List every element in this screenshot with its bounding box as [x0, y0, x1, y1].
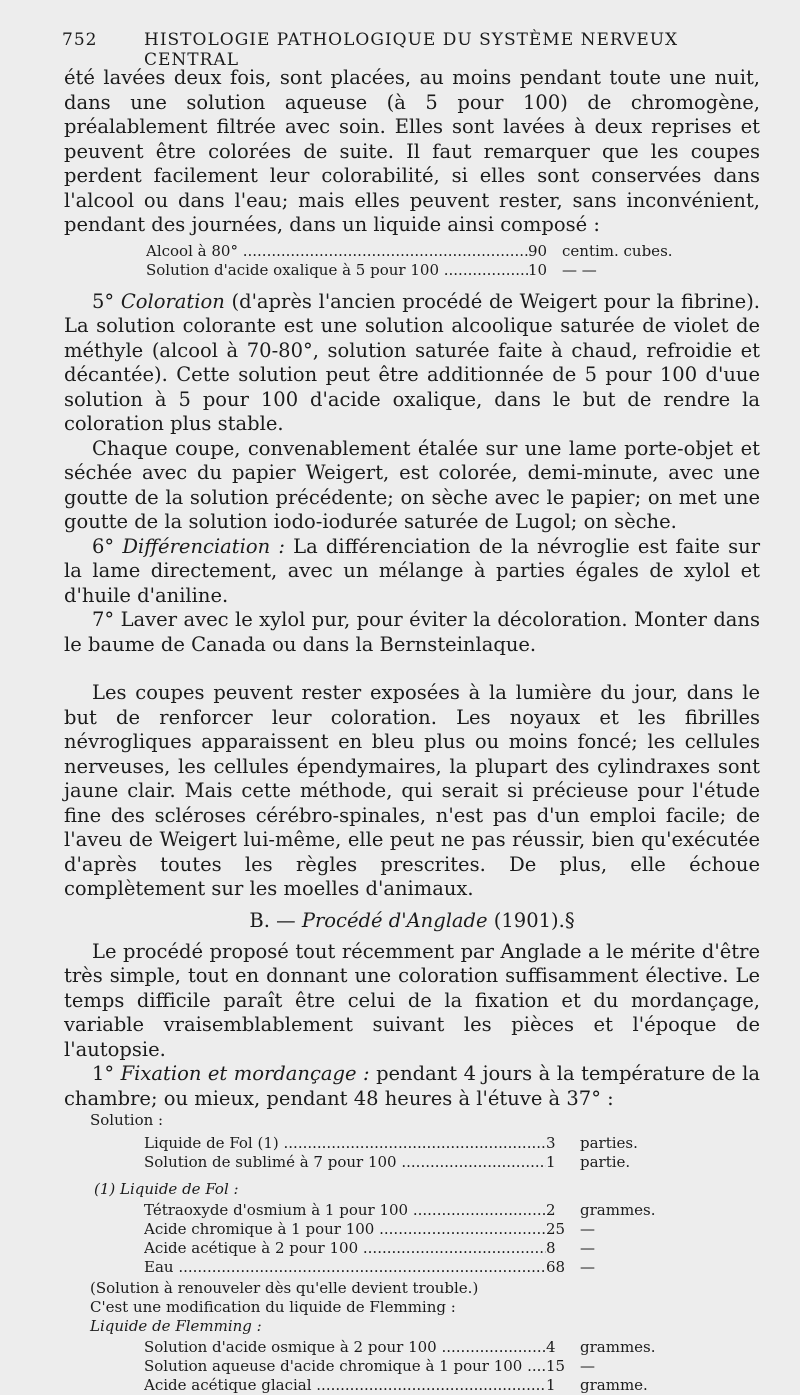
ingredient-quantity: 2	[546, 1201, 556, 1219]
ingredient-quantity: 15	[546, 1357, 566, 1375]
recipe-row	[146, 261, 666, 280]
ingredient-quantity: 1	[546, 1376, 556, 1394]
recipe-row	[144, 1153, 684, 1172]
ingredient-unit: —	[580, 1357, 595, 1375]
paragraph-continuation: été lavées deux fois, sont placées, au moins pendant toute une nuit, dans une solution aqueuse (à 5 pour 100) de chromogène, préalablement filtrée avec soin. Elles sont lavées à deux reprises et peuvent être colorées de suite. Il faut remarquer que les coupes perdent facilement leur colorabilité, si elles sont conservées dans l'alcool ou dans l'eau; mais elles peuvent rester, sans inconvénient, pendant des journées, dans un liquide ainsi composé :	[64, 66, 760, 236]
running-title: HISTOLOGIE PATHOLOGIQUE DU SYSTÈME NERVEUX CENTRAL	[144, 30, 679, 70]
recipe-solution-fixation	[144, 1134, 684, 1172]
section-year: (1901).	[493, 908, 565, 932]
paragraph-anglade: Le procédé proposé tout récemment par Anglade a le mérite d'être très simple, tout en donnant une coloration suffisamment élective. Le temps difficile paraît être celui de la fixation et du mordançage, variable vraisemblablement suivant les pièces et l'époque de l'autopsie.	[64, 939, 760, 1061]
recipe-row	[144, 1357, 684, 1376]
flemming-title-text: Liquide de Flemming :	[90, 1317, 262, 1335]
ingredient-unit: grammes.	[580, 1201, 656, 1219]
footnote-title-text: (1) Liquide de Fol :	[94, 1180, 239, 1198]
step-title: Fixation et mordançage :	[120, 1062, 370, 1085]
ingredient-name: Solution d'acide osmique à 2 pour 100 .....	[144, 1338, 546, 1357]
page-number: 752	[62, 30, 98, 50]
ingredient-name: Solution de sublimé à 7 pour 100 .....	[144, 1153, 546, 1172]
step-number: 1°	[92, 1062, 115, 1085]
spacer	[64, 657, 760, 681]
ingredient-unit: — —	[562, 260, 597, 279]
footnote-note-renew: (Solution à renouveler dès qu'elle devient trouble.)	[90, 1279, 479, 1297]
ingredient-name: Acide acétique à 2 pour 100 .....	[144, 1239, 546, 1258]
step-1-paragraph	[64, 1062, 760, 1111]
ingredient-quantity: 1	[546, 1153, 556, 1171]
footnote-note-flemming: C'est une modification du liquide de Flemming :	[90, 1298, 456, 1316]
recipe-row	[144, 1239, 684, 1258]
ingredient-unit: gramme.	[580, 1376, 648, 1394]
step-number: 5°	[92, 289, 115, 313]
recipe-row	[144, 1220, 684, 1239]
section-title: Procédé d'Anglade	[301, 908, 488, 932]
paragraph-chaque-coupe: Chaque coupe, convenablement étalée sur une lame porte-objet et séchée avec du papier Weigert, est colorée, demi-minute, avec une goutte de la solution précédente; on sèche avec le papier; on met une goutte de la solution iodo-iodurée saturée de Lugol; on sèche.	[64, 436, 760, 533]
ingredient-quantity: 90	[528, 241, 548, 260]
ingredient-quantity: 8	[546, 1239, 556, 1257]
ingredient-unit: partie.	[580, 1153, 631, 1171]
step-text: (d'après l'ancien procédé de Weigert pour la fibrine). La solution colorante est une solution alcoolique saturée de violet de méthyle (alcool à 70-80°, solution saturée faite à chaud, refroidie et décantée). Cette solution peut être additionnée de 5 pour 100 d'uue solution à 5 pour 100 d'acide oxalique, dans le but de rendre la coloration plus stable.	[64, 289, 760, 435]
ingredient-unit: centim. cubes.	[562, 241, 673, 260]
recipe-row	[144, 1134, 684, 1153]
ingredient-name: Tétraoxyde d'osmium à 1 pour 100 .....	[144, 1201, 546, 1220]
ingredient-quantity: 68	[546, 1258, 566, 1276]
step-7-paragraph: 7° Laver avec le xylol pur, pour éviter la décoloration. Monter dans le baume de Canada ou dans la Bernsteinlaque.	[64, 608, 760, 656]
step-6-paragraph	[64, 535, 760, 609]
step-text: pendant 4 jours à la température de la chambre; ou mieux, pendant 48 heures à l'étuve à 37° :	[64, 1062, 761, 1110]
section-heading-anglade	[64, 908, 760, 934]
ingredient-unit: parties.	[580, 1134, 638, 1152]
recipe-row	[144, 1338, 684, 1357]
step-title: Coloration	[120, 289, 225, 313]
recipe-alcool-oxalique	[146, 241, 673, 280]
ingredient-quantity: 3	[546, 1134, 556, 1152]
ingredient-name: Eau .....	[144, 1258, 546, 1277]
ingredient-name: Solution aqueuse d'acide chromique à 1 pour 100 .....	[144, 1357, 546, 1376]
solution-label: Solution :	[90, 1111, 164, 1129]
ingredient-unit: grammes.	[580, 1338, 656, 1356]
page-body	[64, 66, 760, 1395]
section-mark: §	[564, 908, 575, 932]
ingredient-name: Solution d'acide oxalique à 5 pour 100 .....	[146, 261, 528, 280]
running-head	[62, 30, 760, 70]
step-number: 6°	[92, 534, 115, 558]
ingredient-name: Alcool à 80° .....	[146, 242, 528, 261]
step-5-paragraph	[64, 290, 760, 437]
footnote-title	[94, 1180, 760, 1199]
ingredient-name: Acide acétique glacial .....	[144, 1376, 546, 1395]
recipe-row	[144, 1376, 684, 1395]
ingredient-quantity: 25	[546, 1220, 566, 1238]
ingredient-name: Liquide de Fol (1) .....	[144, 1134, 546, 1153]
paragraph-coupes-lumiere: Les coupes peuvent rester exposées à la lumière du jour, dans le but de renforcer leur coloration. Les noyaux et les fibrilles névrogliques apparaissent en bleu plus ou moins foncé; les cellules nerveuses, les cellules épendymaires, la plupart des cylindraxes sont jaune clair. Mais cette méthode, qui serait si précieuse pour l'étude fine des scléroses cérébro-spinales, n'est pas d'un emploi facile; de l'aveu de Weigert lui-même, elle peut ne pas réussir, bien qu'exécutée d'après toutes les règles prescrites. De plus, elle échoue complètement sur les moelles d'animaux.	[64, 681, 760, 900]
recipe-row	[144, 1201, 684, 1220]
step-text: La différenciation de la névroglie est faite sur la lame directement, avec un mélange à parties égales de xylol et d'huile d'aniline.	[64, 534, 761, 607]
section-prefix: B. —	[249, 908, 296, 932]
ingredient-quantity: 10	[528, 260, 548, 279]
step-title: Différenciation :	[122, 534, 285, 558]
ingredient-unit: —	[580, 1239, 595, 1257]
ingredient-unit: —	[580, 1220, 595, 1238]
ingredient-name: Acide chromique à 1 pour 100 .....	[144, 1220, 546, 1239]
recipe-row	[146, 241, 673, 261]
recipe-row	[144, 1258, 684, 1277]
ingredient-quantity: 4	[546, 1338, 556, 1356]
ingredient-unit: —	[580, 1258, 595, 1276]
recipe-liquide-fol	[144, 1201, 684, 1277]
recipe-liquide-flemming	[144, 1338, 684, 1395]
